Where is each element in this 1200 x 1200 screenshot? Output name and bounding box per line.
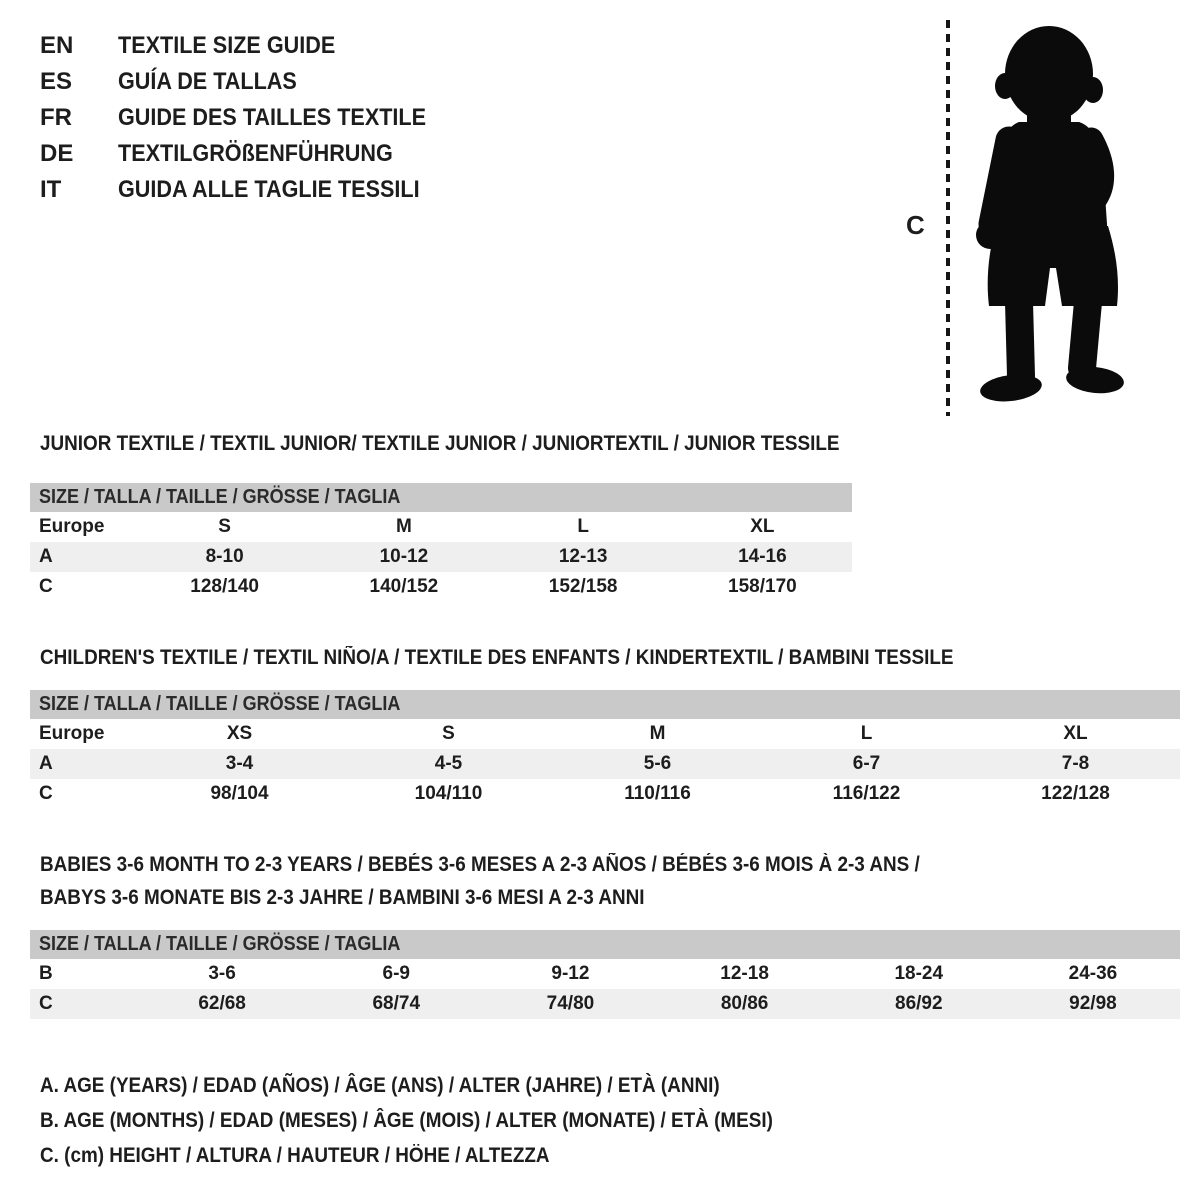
table-cell: 12-18 bbox=[720, 963, 769, 984]
row-label: Europe bbox=[39, 723, 105, 744]
table-cell: 9-12 bbox=[551, 963, 590, 984]
row-label: C bbox=[39, 576, 53, 597]
language-title: TEXTILE SIZE GUIDE bbox=[118, 32, 336, 59]
table-cell: 3-6 bbox=[208, 963, 236, 984]
babies-size-table bbox=[30, 930, 1180, 1019]
size-header-bar bbox=[30, 930, 1180, 959]
table-cell: L bbox=[860, 723, 873, 744]
language-title: GUÍA DE TALLAS bbox=[118, 68, 297, 95]
table-cell: 116/122 bbox=[832, 783, 901, 804]
babies-section-title-line1: BABIES 3-6 MONTH TO 2-3 YEARS / BEBÉS 3-6 MESES A 2-3 AÑOS / BÉBÉS 3-6 MOIS À 2-3 ANS / bbox=[40, 853, 920, 876]
table-cell: M bbox=[649, 723, 666, 744]
table-cell: 74/80 bbox=[546, 993, 595, 1014]
table-cell: L bbox=[577, 516, 589, 537]
table-row bbox=[30, 779, 1180, 809]
table-cell: XL bbox=[750, 516, 775, 537]
table-row bbox=[30, 512, 852, 542]
table-cell: 7-8 bbox=[1061, 753, 1090, 774]
children-size-table bbox=[30, 690, 1180, 809]
table-cell: 18-24 bbox=[894, 963, 944, 984]
junior-section-title-text: JUNIOR TEXTILE / TEXTIL JUNIOR/ TEXTILE JUNIOR / JUNIORTEXTIL / JUNIOR TESSILE bbox=[40, 432, 840, 455]
junior-section-title bbox=[40, 432, 928, 456]
table-cell: 158/170 bbox=[728, 576, 797, 597]
language-title: GUIDA ALLE TAGLIE TESSILI bbox=[118, 176, 420, 203]
language-list bbox=[40, 28, 460, 208]
size-header-bar bbox=[30, 690, 1180, 719]
language-row bbox=[40, 64, 460, 100]
table-row bbox=[30, 719, 1180, 749]
language-row bbox=[40, 136, 460, 172]
table-cell: 80/86 bbox=[720, 993, 769, 1014]
table-row bbox=[30, 572, 852, 602]
table-cell: 92/98 bbox=[1069, 993, 1117, 1014]
toddler-silhouette-icon bbox=[963, 14, 1141, 418]
height-measure-label: C bbox=[906, 210, 925, 240]
table-cell: 152/158 bbox=[548, 576, 618, 597]
language-title: TEXTILGRÖßENFÜHRUNG bbox=[118, 140, 393, 167]
legend-line-a bbox=[40, 1068, 854, 1103]
row-label: A bbox=[39, 753, 53, 774]
table-row bbox=[30, 989, 1180, 1019]
language-code: FR bbox=[40, 104, 72, 131]
row-label: C bbox=[39, 783, 53, 804]
row-label: Europe bbox=[39, 516, 105, 537]
row-label: C bbox=[39, 993, 53, 1014]
table-cell: 122/128 bbox=[1041, 783, 1110, 804]
legend-line-b bbox=[40, 1103, 854, 1138]
row-label: B bbox=[39, 963, 53, 984]
legend-line-b-text: B. AGE (MONTHS) / EDAD (MESES) / ÂGE (MOIS) / ALTER (MONATE) / ETÀ (MESI) bbox=[40, 1109, 773, 1132]
legend-line-c bbox=[40, 1138, 854, 1173]
table-cell: 8-10 bbox=[205, 546, 244, 567]
table-cell: XS bbox=[226, 723, 253, 744]
language-code: EN bbox=[40, 32, 74, 59]
table-row bbox=[30, 749, 1180, 779]
legend-line-c-text: C. (cm) HEIGHT / ALTURA / HAUTEUR / HÖHE / ALTEZZA bbox=[40, 1144, 550, 1167]
babies-section-title-line2: BABYS 3-6 MONATE BIS 2-3 JAHRE / BAMBINI 3-6 MESI A 2-3 ANNI bbox=[40, 886, 645, 909]
junior-size-table bbox=[30, 483, 852, 602]
table-cell: 86/92 bbox=[895, 993, 943, 1014]
table-cell: 12-13 bbox=[558, 546, 608, 567]
table-cell: 4-5 bbox=[434, 753, 463, 774]
language-row bbox=[40, 28, 460, 64]
language-code: IT bbox=[40, 176, 62, 203]
table-cell: 5-6 bbox=[643, 753, 672, 774]
table-row bbox=[30, 542, 852, 572]
size-header-bar bbox=[30, 483, 852, 512]
table-cell: 6-9 bbox=[382, 963, 410, 984]
table-cell: 10-12 bbox=[379, 546, 429, 567]
language-title: GUIDE DES TAILLES TEXTILE bbox=[118, 104, 427, 131]
language-row bbox=[40, 172, 460, 208]
babies-section-title bbox=[40, 848, 1018, 914]
table-cell: 128/140 bbox=[190, 576, 259, 597]
language-row bbox=[40, 100, 460, 136]
table-cell: 140/152 bbox=[369, 576, 439, 597]
table-cell: M bbox=[395, 516, 412, 537]
row-label: A bbox=[39, 546, 53, 567]
table-cell: 24-36 bbox=[1068, 963, 1118, 984]
table-cell: 62/68 bbox=[198, 993, 246, 1014]
table-cell: XL bbox=[1063, 723, 1088, 744]
table-cell: 110/116 bbox=[624, 783, 691, 804]
legend-line-a-text: A. AGE (YEARS) / EDAD (AÑOS) / ÂGE (ANS) / ALTER (JAHRE) / ETÀ (ANNI) bbox=[40, 1074, 720, 1097]
children-section-title-text: CHILDREN'S TEXTILE / TEXTIL NIÑO/A / TEXTILE DES ENFANTS / KINDERTEXTIL / BAMBINI TESSILE bbox=[40, 646, 954, 669]
size-header-text: SIZE / TALLA / TAILLE / GRÖSSE / TAGLIA bbox=[39, 486, 401, 508]
table-cell: S bbox=[218, 516, 231, 537]
language-code: ES bbox=[40, 68, 73, 95]
children-section-title bbox=[40, 646, 1055, 670]
language-code: DE bbox=[40, 140, 74, 167]
table-cell: 104/110 bbox=[414, 783, 483, 804]
size-header-text: SIZE / TALLA / TAILLE / GRÖSSE / TAGLIA bbox=[39, 933, 401, 955]
table-cell: 6-7 bbox=[852, 753, 881, 774]
table-cell: 14-16 bbox=[738, 546, 787, 567]
height-dashed-line bbox=[946, 20, 950, 416]
size-header-text: SIZE / TALLA / TAILLE / GRÖSSE / TAGLIA bbox=[39, 693, 401, 715]
measurement-legend bbox=[40, 1068, 854, 1173]
table-cell: 3-4 bbox=[225, 753, 254, 774]
table-row bbox=[30, 959, 1180, 989]
table-cell: 98/104 bbox=[210, 783, 269, 804]
table-cell: 68/74 bbox=[372, 993, 421, 1014]
table-cell: S bbox=[442, 723, 455, 744]
